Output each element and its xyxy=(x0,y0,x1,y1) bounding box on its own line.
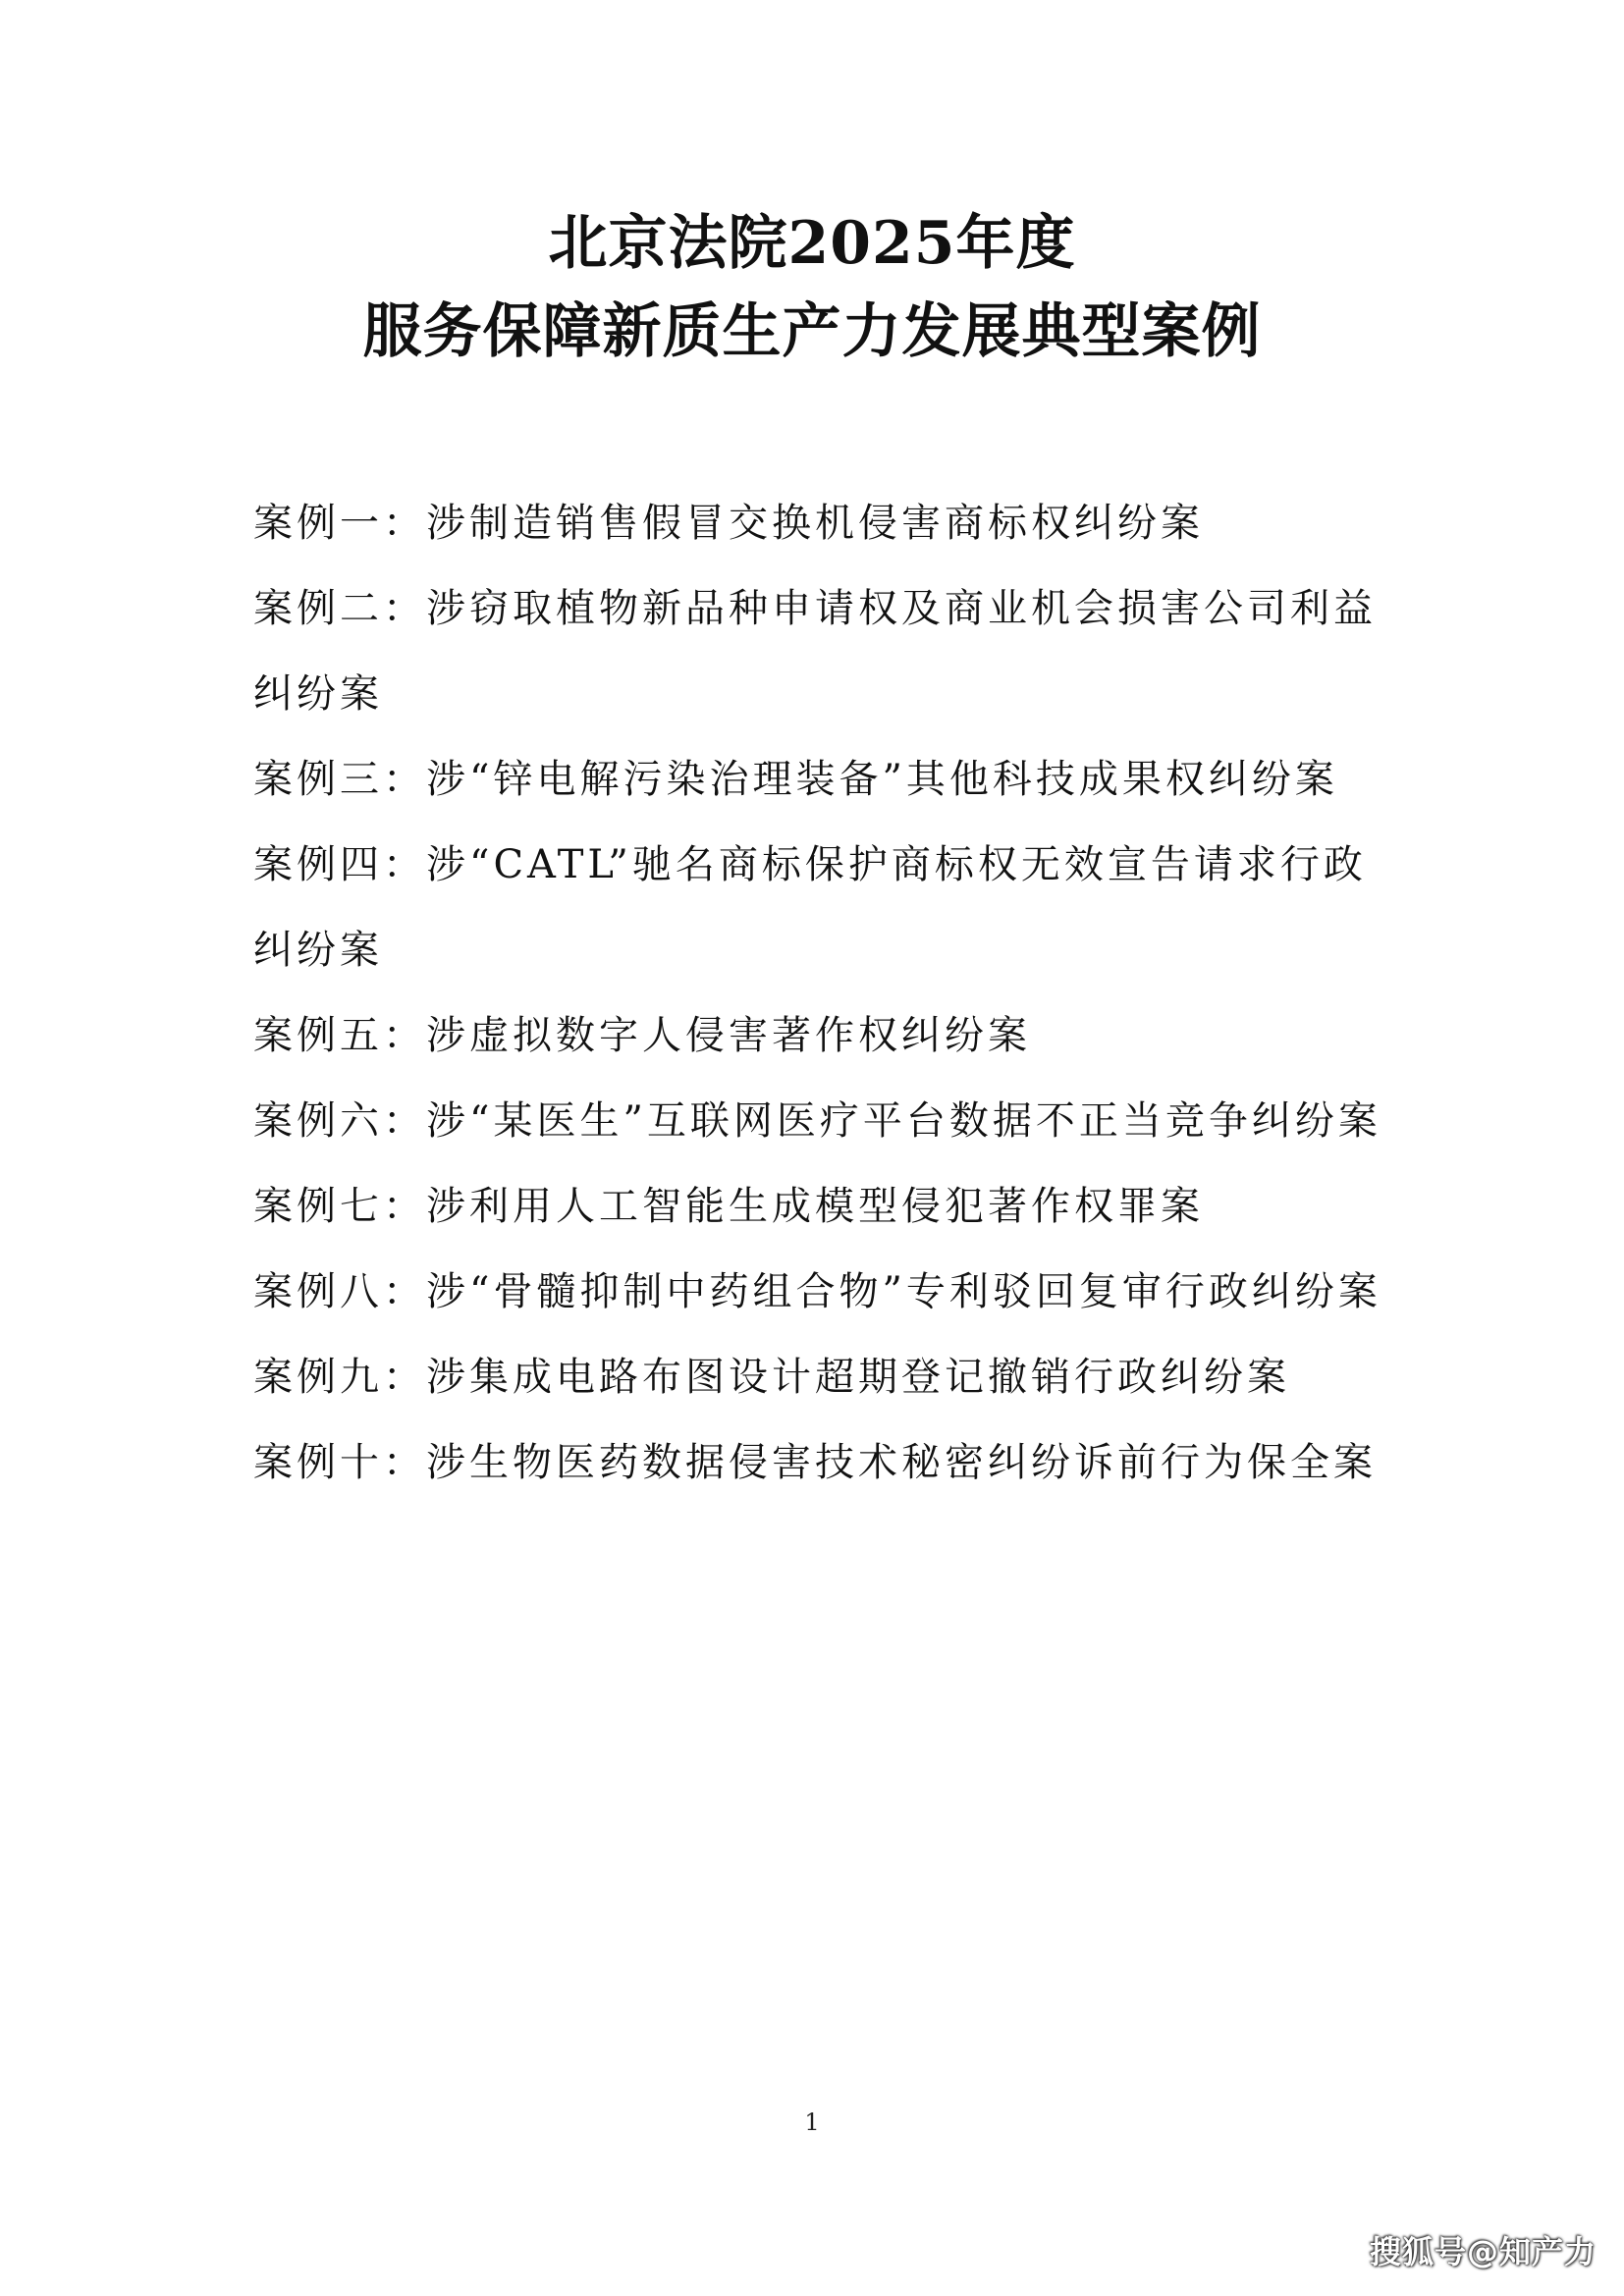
case-title: 涉利用人工智能生成模型侵犯著作权罪案 xyxy=(426,1184,1204,1229)
case-item-9 xyxy=(253,1335,1392,1420)
case-title: 涉制造销售假冒交换机侵害商标权纠纷案 xyxy=(426,501,1204,546)
case-label: 案例一： xyxy=(253,501,426,546)
case-item-7 xyxy=(253,1164,1392,1250)
case-label: 案例五： xyxy=(253,1013,426,1058)
watermark: 搜狐号@知产力 xyxy=(1369,2233,1597,2270)
case-item-5 xyxy=(253,993,1392,1079)
case-title: 涉“锌电解污染治理装备”其他科技成果权纠纷案 xyxy=(426,757,1338,802)
case-label: 案例十： xyxy=(253,1440,426,1485)
case-list xyxy=(253,481,1392,1506)
case-item-6 xyxy=(253,1079,1392,1164)
page-number: 1 xyxy=(804,2109,820,2136)
case-label: 案例九： xyxy=(253,1355,426,1400)
case-title: 涉集成电路布图设计超期登记撤销行政纠纷案 xyxy=(426,1355,1290,1400)
case-title: 涉“CATL”驰名商标保护商标权无效宣告请求行政纠纷案 xyxy=(253,842,1367,973)
case-label: 案例二： xyxy=(253,586,426,631)
case-label: 案例三： xyxy=(253,757,426,802)
case-item-8 xyxy=(253,1250,1392,1335)
case-title: 涉“骨髓抑制中药组合物”专利驳回复审行政纠纷案 xyxy=(426,1269,1381,1314)
case-label: 案例四： xyxy=(253,842,426,887)
case-title: 涉虚拟数字人侵害著作权纠纷案 xyxy=(426,1013,1031,1058)
case-label: 案例八： xyxy=(253,1269,426,1314)
case-title: 涉生物医药数据侵害技术秘密纠纷诉前行为保全案 xyxy=(426,1440,1377,1485)
case-item-2 xyxy=(253,566,1392,737)
case-label: 案例六： xyxy=(253,1098,426,1144)
document-title-line-1: 北京法院2025年度 xyxy=(548,209,1076,278)
case-title: 涉“某医生”互联网医疗平台数据不正当竞争纠纷案 xyxy=(426,1098,1381,1144)
case-item-1 xyxy=(253,481,1392,566)
case-label: 案例七： xyxy=(253,1184,426,1229)
document-title-line-2: 服务保障新质生产力发展典型案例 xyxy=(362,297,1262,366)
case-item-10 xyxy=(253,1420,1392,1506)
case-title: 涉窃取植物新品种申请权及商业机会损害公司利益纠纷案 xyxy=(253,586,1377,717)
case-item-4 xyxy=(253,823,1392,993)
case-item-3 xyxy=(253,737,1392,823)
